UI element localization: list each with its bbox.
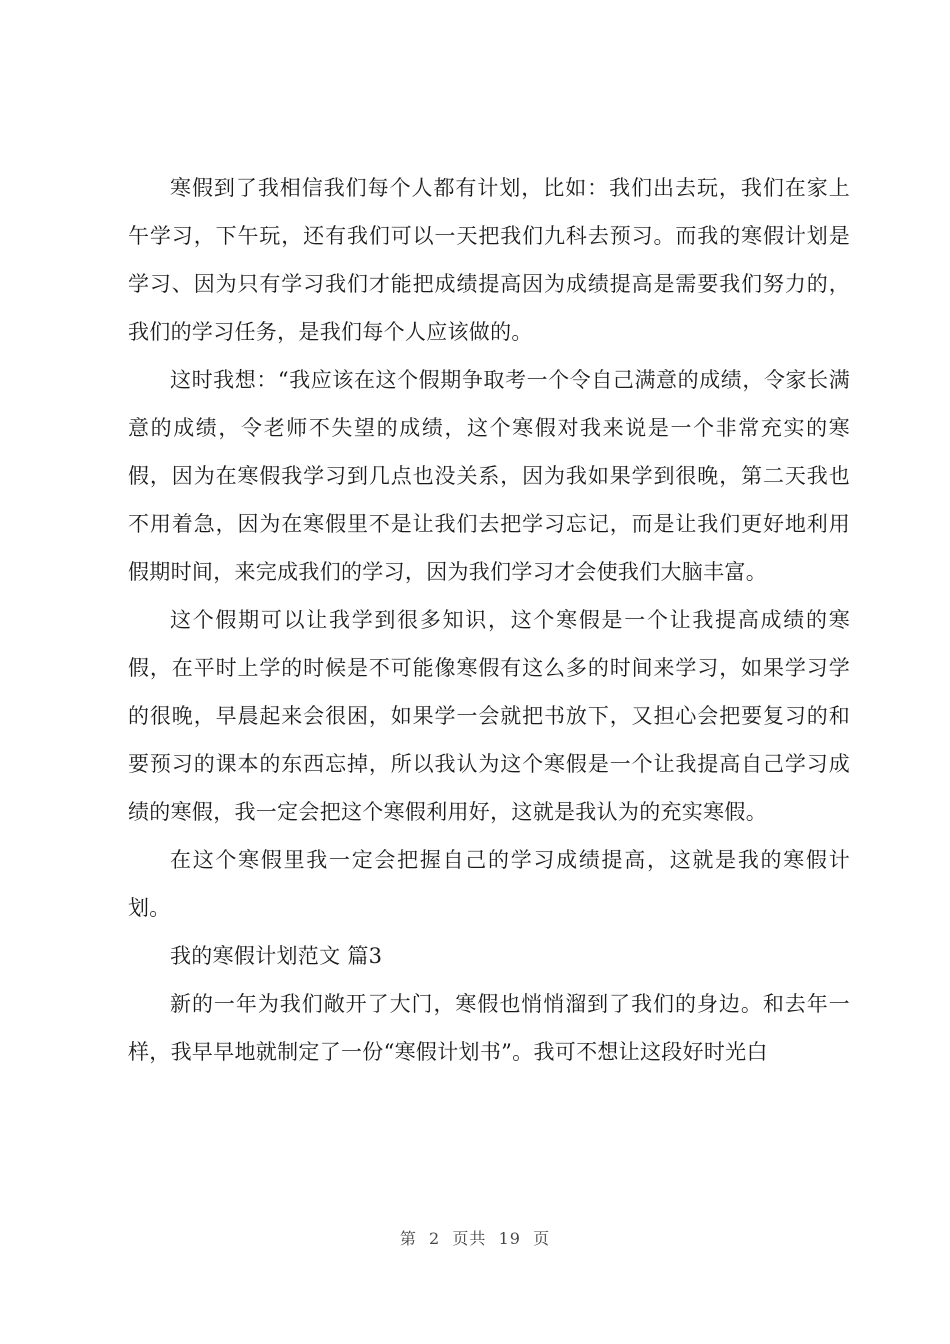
section-heading: 我的寒假计划范文 篇3 (170, 944, 383, 968)
paragraph-2: 这时我想：“我应该在这个假期争取考一个令自己满意的成绩，令家长满意的成绩，令老师不失望的成绩，这个寒假对我来说是一个非常充实的寒假，因为在寒假我学习到几点也没关系，因为我如果学到很晚，第二天我也不用着急，因为在寒假里不是让我们去把学习忘记，而是让我们更好地利用假期时间，来完成我们的学习，因为我们学习才会使我们大脑丰富。 (128, 368, 850, 584)
paragraph-4: 在这个寒假里我一定会把握自己的学习成绩提高，这就是我的寒假计划。 (128, 848, 850, 920)
document-body (128, 164, 850, 1076)
paragraph-1: 寒假到了我相信我们每个人都有计划，比如：我们出去玩，我们在家上午学习，下午玩，还有我们可以一天把我们九科去预习。而我的寒假计划是学习、因为只有学习我们才能把成绩提高因为成绩提高是需要我们努力的，我们的学习任务，是我们每个人应该做的。 (128, 176, 850, 344)
page-footer (0, 1226, 950, 1249)
page-number: 第 2 页共 19 页 (399, 1229, 551, 1248)
paragraph-3: 这个假期可以让我学到很多知识，这个寒假是一个让我提高成绩的寒假，在平时上学的时候是不可能像寒假有这么多的时间来学习，如果学习学的很晚，早晨起来会很困，如果学一会就把书放下，又担心会把要复习的和要预习的课本的东西忘掉，所以我认为这个寒假是一个让我提高自己学习成绩的寒假，我一定会把这个寒假利用好，这就是我认为的充实寒假。 (128, 608, 850, 824)
paragraph-5: 新的一年为我们敞开了大门，寒假也悄悄溜到了我们的身边。和去年一样，我早早地就制定了一份“寒假计划书”。我可不想让这段好时光白 (128, 992, 850, 1064)
